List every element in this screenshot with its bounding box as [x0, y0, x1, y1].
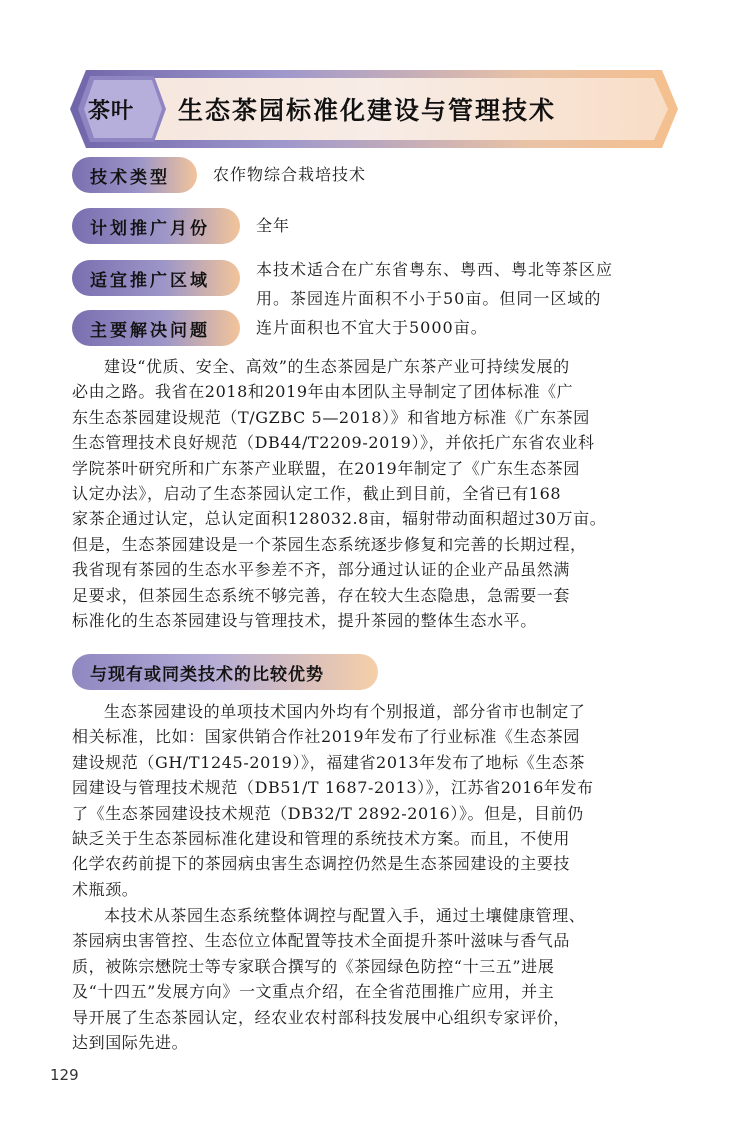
problem-paragraph [72, 354, 680, 633]
text-line: 导开展了生态茶园认定，经农业农村部科技发展中心组织专家评价， [72, 1007, 571, 1027]
text-line: 家茶企通过认定，总认定面积128032.8亩，辐射带动面积超过30万亩。 [72, 509, 607, 529]
text-line: 我省现有茶园的生态水平参差不齐，部分通过认证的企业产品虽然满 [72, 560, 571, 580]
text-line: 但是，生态茶园建设是一个茶园生态系统逐步修复和完善的长期过程， [72, 534, 587, 554]
text-line: 茶园病虫害管控、生态位立体配置等技术全面提升茶叶滋味与香气品 [72, 931, 571, 951]
month-value: 全年 [256, 216, 291, 235]
text-line: 达到国际先进。 [72, 1033, 189, 1053]
text-line: 足要求，但茶园生态系统不够完善，存在较大生态隐患，急需要一套 [72, 585, 571, 605]
text-line: 建设规范（GH/T1245-2019）》，福建省2013年发布了地标《生态茶 [72, 752, 586, 772]
text-line: 生态管理技术良好规范（DB44/T2209-2019）》，并依托广东省农业科 [72, 433, 595, 453]
tech-type-value: 农作物综合栽培技术 [213, 165, 367, 184]
text-line: 缺乏关于生态茶园标准化建设和管理的系统技术方案。而且，不使用 [72, 829, 571, 849]
text-line: 生态茶园建设的单项技术国内外均有个别报道，部分省市也制定了 [104, 702, 586, 721]
problem-label: 主要解决问题 [72, 310, 240, 346]
text-line: 园建设与管理技术规范（DB51/T 1687-2013）》，江苏省2016年发布 [72, 778, 594, 798]
comparison-paragraph-2 [72, 903, 680, 1055]
region-label: 适宜推广区域 [72, 260, 240, 296]
text-line: 本技术适合在广东省粤东、粤西、粤北等茶区应 [256, 260, 614, 279]
text-line: 学院茶叶研究所和广东茶产业联盟，在2019年制定了《广东生态茶园 [72, 458, 580, 478]
category-label: 茶叶 [87, 98, 134, 124]
tech-type-label: 技术类型 [72, 157, 197, 193]
text-line: 术瓶颈。 [72, 879, 139, 899]
text-line: 认定办法》，启动了生态茶园认定工作，截止到目前，全省已有168 [72, 484, 562, 504]
text-line: 连片面积也不宜大于5000亩。 [256, 318, 488, 337]
page-title: 生态茶园标准化建设与管理技术 [178, 96, 557, 125]
text-line: 标准化的生态茶园建设与管理技术，提升茶园的整体生态水平。 [72, 611, 537, 631]
comparison-heading: 与现有或同类技术的比较优势 [72, 654, 378, 690]
text-line: 必由之路。我省在2018和2019年由本团队主导制定了团体标准《广 [72, 382, 574, 402]
text-line: 及“十四五”发展方向》一文重点介绍，在全省范围推广应用，并主 [72, 982, 555, 1002]
page-number: 129 [50, 1066, 79, 1084]
text-line: 建设“优质、安全、高效”的生态茶园是广东茶产业可持续发展的 [104, 357, 570, 376]
title-banner [66, 68, 680, 150]
comparison-paragraph-1 [72, 699, 680, 902]
region-value [256, 255, 686, 342]
text-line: 东生态茶园建设规范（T/GZBC 5—2018）》和省地方标准《广东茶园 [72, 407, 590, 427]
text-line: 化学农药前提下的茶园病虫害生态调控仍然是生态茶园建设的主要技 [72, 854, 571, 874]
text-line: 相关标准，比如：国家供销合作社2019年发布了行业标准《生态茶园 [72, 727, 580, 747]
month-label: 计划推广月份 [72, 208, 240, 244]
text-line: 用。茶园连片面积不小于50亩。但同一区域的 [256, 289, 602, 308]
text-line: 本技术从茶园生态系统整体调控与配置入手，通过土壤健康管理、 [104, 906, 586, 925]
text-line: 了《生态茶园建设技术规范（DB32/T 2892-2016）》。但是，目前仍 [72, 803, 584, 823]
text-line: 质，被陈宗懋院士等专家联合撰写的《茶园绿色防控“十三五”进展 [72, 956, 555, 976]
